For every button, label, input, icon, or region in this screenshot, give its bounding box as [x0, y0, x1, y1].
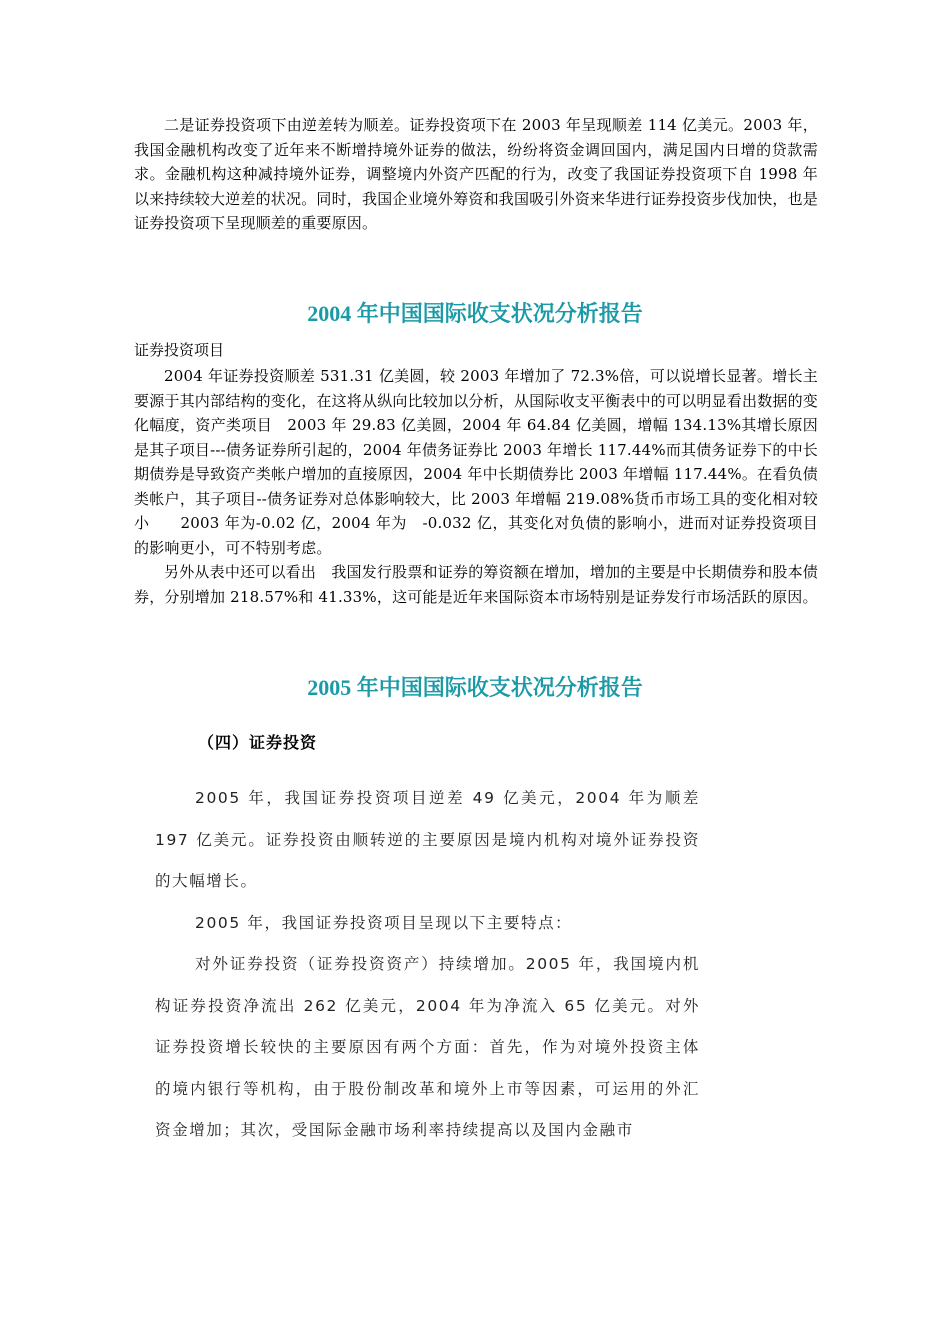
report-title-2004: 2004 年中国国际收支状况分析报告 [307, 301, 643, 326]
report-title-2005: 2005 年中国国际收支状况分析报告 [307, 675, 643, 700]
section-2004 [134, 339, 818, 609]
paragraph-2005-2: 2005 年，我国证券投资项目呈现以下主要特点： [195, 913, 573, 932]
paragraph-2005-3: 对外证券投资（证券投资资产）持续增加。2005 年，我国境内机构证券投资净流出 262 亿美元，2004 年为净流入 65 亿美元。对外证券投资增长较快的主要原因有两个方面：首先，作为对境外投资主体的境内银行等机构，由于股份制改革和境外上市等因素，可运用的外汇资金增加；其次，受国际金融市场利率持续提高以及国内金融市 [155, 955, 700, 1139]
section-label: 证券投资项目 [134, 341, 225, 359]
paragraph-2004-2: 另外从表中还可以看出 我国发行股票和证券的筹资额在增加，增加的主要是中长期债券和股本债券，分别增加 218.57%和 41.33%，这可能是近年来国际资本市场特别是证券发行市场活跃的原因。 [134, 563, 818, 606]
section-2005-body [155, 778, 700, 1152]
paragraph-2004-1: 2004 年证券投资顺差 531.31 亿美圆，较 2003 年增加了 72.3%倍，可以说增长显著。增长主要源于其内部结构的变化，在这将从纵向比较加以分析，从国际收支平衡表中的可以明显看出数据的变化幅度，资产类项目 2003 年 29.83 亿美圆，2004 年 64.84 亿美圆，增幅 134.13%其增长原因是其子项目---债务证券所引起的，2004 年债务证券比 2003 年增长 117.44%而其债务证券下的中长期债券是导致资产类帐户增加的直接原因，2004 年中长期债券比 2003 年增幅 117.44%。在看负债类帐户，其子项目--债务证券对总体影响较大，比 2003 年增幅 219.08%货币市场工具的变化相对较小 2003 年为-0.02 亿，2004 年为 -0.032 亿，其变化对负债的影响小，进而对证券投资项目的影响更小，可不特别考虑。 [134, 367, 819, 557]
section-2003 [134, 113, 818, 236]
paragraph-2003: 二是证券投资项下由逆差转为顺差。证券投资项下在 2003 年呈现顺差 114 亿美元。2003 年，我国金融机构改变了近年来不断增持境外证券的做法，纷纷将资金调回国内，满足国内日增的贷款需求。金融机构这种减持境外证券，调整境内外资产匹配的行为，改变了我国证券投资项下自 1998 年以来持续较大逆差的状况。同时，我国企业境外筹资和我国吸引外资来华进行证券投资步伐加快，也是证券投资项下呈现顺差的重要原因。 [134, 116, 819, 232]
paragraph-2005-1: 2005 年，我国证券投资项目逆差 49 亿美元，2004 年为顺差 197 亿美元。证券投资由顺转逆的主要原因是境内机构对境外证券投资的大幅增长。 [155, 789, 700, 890]
section-heading-securities: （四）证券投资 [198, 733, 318, 752]
